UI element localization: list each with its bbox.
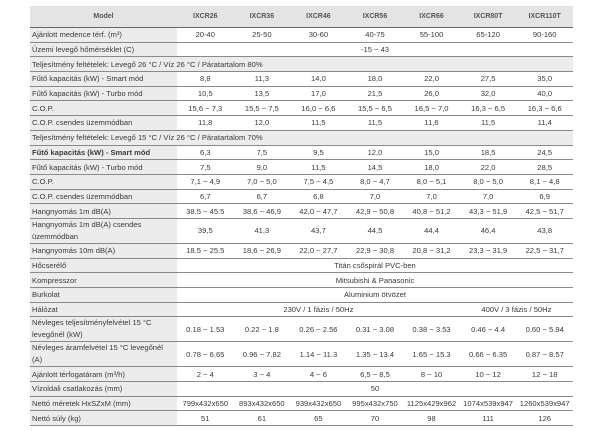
value-cell: 0.78 ~ 6.65 bbox=[177, 342, 234, 367]
merged-value-cell: Aluminium ötvözet bbox=[177, 288, 573, 303]
value-cell: 0.38 ~ 3.53 bbox=[403, 317, 460, 342]
value-cell: 15,6 ~ 7,3 bbox=[177, 101, 234, 116]
value-cell: 22,5 ~ 31,7 bbox=[516, 243, 573, 258]
value-cell: 20,8 ~ 31,2 bbox=[403, 243, 460, 258]
row-label: Ajánlott medence térf. (m³) bbox=[30, 28, 177, 43]
model-column-header: IXCR26 bbox=[177, 6, 234, 28]
table-row bbox=[30, 243, 573, 258]
value-cell: 43,8 bbox=[516, 218, 573, 243]
value-cell: 22,0 bbox=[460, 160, 517, 175]
value-cell: 0.22 ~ 1.8 bbox=[234, 317, 291, 342]
value-cell: 6,7 bbox=[177, 189, 234, 204]
merged-value-cell: -15 ~ 43 bbox=[177, 42, 573, 57]
table-row bbox=[30, 411, 573, 426]
row-label: Kompresszor bbox=[30, 273, 177, 288]
row-label: Hálózat bbox=[30, 302, 177, 317]
value-cell: 41,3 bbox=[234, 218, 291, 243]
row-label: Ajánlott térfogatáram (m³/h) bbox=[30, 367, 177, 382]
value-cell: 22,9 ~ 30,8 bbox=[347, 243, 404, 258]
value-cell: 44,5 bbox=[347, 218, 404, 243]
row-label: Fűtő kapacitás (kW) - Smart mód bbox=[30, 72, 177, 87]
value-cell: 1260x539x947 bbox=[516, 396, 573, 411]
section-row bbox=[30, 57, 573, 72]
value-cell: 799x432x650 bbox=[177, 396, 234, 411]
value-cell: 25-50 bbox=[234, 28, 291, 43]
value-cell: 0.31 ~ 3.08 bbox=[347, 317, 404, 342]
value-cell: 995x432x750 bbox=[347, 396, 404, 411]
section-title: Teljesítmény feltételek: Levegő 26 °C / Víz 26 °C / Páratartalom 80% bbox=[30, 57, 573, 72]
row-label: Hőcserélő bbox=[30, 258, 177, 273]
row-label: Névleges áramfelvétel 15 °C levegőnél (A) bbox=[30, 342, 177, 367]
value-cell: 9,0 bbox=[234, 160, 291, 175]
value-cell: 70 bbox=[347, 411, 404, 426]
row-label: C.O.P. csendes üzemmódban bbox=[30, 116, 177, 131]
value-cell: 7,5 ~ 4,5 bbox=[290, 174, 347, 189]
value-cell: 111 bbox=[460, 411, 517, 426]
section-title: Teljesítmény feltételek: Levegő 15 °C / Víz 26 °C / Páratartalom 70% bbox=[30, 130, 573, 145]
table-row bbox=[30, 367, 573, 382]
row-label: Fűtő kapacitás (kW) - Turbo mód bbox=[30, 160, 177, 175]
value-cell: 7,0 bbox=[347, 189, 404, 204]
model-column-header: IXCR80T bbox=[460, 6, 517, 28]
value-cell: 65 bbox=[290, 411, 347, 426]
row-label: Névleges teljesítményfelvétel 15 °C levegőnél (kW) bbox=[30, 317, 177, 342]
row-label: Burkolat bbox=[30, 288, 177, 303]
value-cell: 0.46 ~ 4.4 bbox=[460, 317, 517, 342]
table-row bbox=[30, 218, 573, 243]
value-cell: 7,1 ~ 4,9 bbox=[177, 174, 234, 189]
value-cell: 23,3 ~ 31,9 bbox=[460, 243, 517, 258]
table-row bbox=[30, 342, 573, 367]
table-row bbox=[30, 72, 573, 87]
value-cell: 7,5 bbox=[234, 145, 291, 160]
spec-table bbox=[30, 6, 573, 426]
row-label: C.O.P. csendes üzemmódban bbox=[30, 189, 177, 204]
value-cell: 14,0 bbox=[290, 72, 347, 87]
value-cell: 24,5 bbox=[516, 145, 573, 160]
merged-value-cell: Mitsubishi & Panasonic bbox=[177, 273, 573, 288]
row-label: C.O.P. bbox=[30, 101, 177, 116]
value-cell: 32,0 bbox=[460, 86, 517, 101]
table-row bbox=[30, 86, 573, 101]
value-cell: 42,0 ~ 47,7 bbox=[290, 204, 347, 219]
value-cell: 51 bbox=[177, 411, 234, 426]
merged-value-cell: Titán csőspirál PVC-ben bbox=[177, 258, 573, 273]
row-label: Hangnyomás 1m dB(A) bbox=[30, 204, 177, 219]
value-cell: 42,9 ~ 50,8 bbox=[347, 204, 404, 219]
value-cell: 4 ~ 6 bbox=[290, 367, 347, 382]
value-cell: 16,3 ~ 6,6 bbox=[516, 101, 573, 116]
value-cell: 20-40 bbox=[177, 28, 234, 43]
value-cell: 6,5 ~ 8,5 bbox=[347, 367, 404, 382]
merged-value-cell: 230V / 1 fázis / 50Hz bbox=[177, 302, 460, 317]
table-row bbox=[30, 174, 573, 189]
value-cell: 1125x429x962 bbox=[403, 396, 460, 411]
value-cell: 126 bbox=[516, 411, 573, 426]
table-row bbox=[30, 42, 573, 57]
row-label: Üzemi levegő hőmérséklet (C) bbox=[30, 42, 177, 57]
value-cell: 11,5 bbox=[290, 160, 347, 175]
model-column-header: IXCR46 bbox=[290, 6, 347, 28]
value-cell: 8,1 ~ 4,8 bbox=[516, 174, 573, 189]
value-cell: 22,0 ~ 27,7 bbox=[290, 243, 347, 258]
table-row bbox=[30, 396, 573, 411]
value-cell: 1.65 ~ 15.3 bbox=[403, 342, 460, 367]
row-label: Nettó méretek HxSZxM (mm) bbox=[30, 396, 177, 411]
value-cell: 38.5 ~ 45.5 bbox=[177, 204, 234, 219]
value-cell: 43,3 ~ 51,9 bbox=[460, 204, 517, 219]
value-cell: 39,5 bbox=[177, 218, 234, 243]
value-cell: 10,5 bbox=[177, 86, 234, 101]
table-row bbox=[30, 28, 573, 43]
value-cell: 15,5 ~ 7,5 bbox=[234, 101, 291, 116]
model-header: Model bbox=[30, 6, 177, 28]
value-cell: 0.66 ~ 6.35 bbox=[460, 342, 517, 367]
table-row bbox=[30, 145, 573, 160]
row-label: C.O.P. bbox=[30, 174, 177, 189]
value-cell: 12,0 bbox=[347, 145, 404, 160]
section-row bbox=[30, 130, 573, 145]
table-row bbox=[30, 273, 573, 288]
value-cell: 7,0 bbox=[403, 189, 460, 204]
value-cell: 30-60 bbox=[290, 28, 347, 43]
table-row bbox=[30, 302, 573, 317]
value-cell: 9,5 bbox=[290, 145, 347, 160]
value-cell: 28,5 bbox=[516, 160, 573, 175]
value-cell: 8,0 ~ 4,7 bbox=[347, 174, 404, 189]
value-cell: 2 ~ 4 bbox=[177, 367, 234, 382]
value-cell: 12 ~ 18 bbox=[516, 367, 573, 382]
value-cell: 6,3 bbox=[177, 145, 234, 160]
merged-value-cell: 400V / 3 fázis / 50Hz bbox=[460, 302, 573, 317]
table-row bbox=[30, 160, 573, 175]
row-label: Vízoldali csatlakozás (mm) bbox=[30, 382, 177, 397]
value-cell: 16,0 ~ 6,6 bbox=[290, 101, 347, 116]
model-column-header: IXCR66 bbox=[403, 6, 460, 28]
table-row bbox=[30, 382, 573, 397]
model-column-header: IXCR110T bbox=[516, 6, 573, 28]
value-cell: 35,0 bbox=[516, 72, 573, 87]
value-cell: 18,6 ~ 26,9 bbox=[234, 243, 291, 258]
table-row bbox=[30, 189, 573, 204]
table-row bbox=[30, 258, 573, 273]
value-cell: 55-100 bbox=[403, 28, 460, 43]
value-cell: 11,5 bbox=[290, 116, 347, 131]
value-cell: 11,3 bbox=[234, 72, 291, 87]
value-cell: 11,4 bbox=[516, 116, 573, 131]
value-cell: 61 bbox=[234, 411, 291, 426]
value-cell: 8,0 ~ 5,0 bbox=[460, 174, 517, 189]
value-cell: 18,5 bbox=[460, 145, 517, 160]
merged-value-cell: 50 bbox=[177, 382, 573, 397]
value-cell: 40,0 bbox=[516, 86, 573, 101]
value-cell: 8,0 ~ 5,1 bbox=[403, 174, 460, 189]
value-cell: 1.35 ~ 13.4 bbox=[347, 342, 404, 367]
value-cell: 42,5 ~ 51,7 bbox=[516, 204, 573, 219]
value-cell: 8 ~ 10 bbox=[403, 367, 460, 382]
value-cell: 3 ~ 4 bbox=[234, 367, 291, 382]
table-row bbox=[30, 288, 573, 303]
value-cell: 17,0 bbox=[290, 86, 347, 101]
table-row bbox=[30, 101, 573, 116]
value-cell: 14,5 bbox=[347, 160, 404, 175]
value-cell: 12,0 bbox=[234, 116, 291, 131]
value-cell: 18.5 ~ 25.5 bbox=[177, 243, 234, 258]
row-label: Fűtő kapacitás (kW) - Turbo mód bbox=[30, 86, 177, 101]
value-cell: 0.96 ~ 7.82 bbox=[234, 342, 291, 367]
value-cell: 11,8 bbox=[177, 116, 234, 131]
value-cell: 15,0 bbox=[403, 145, 460, 160]
table-row bbox=[30, 116, 573, 131]
value-cell: 11,5 bbox=[460, 116, 517, 131]
value-cell: 15,5 ~ 6,5 bbox=[347, 101, 404, 116]
value-cell: 0.87 ~ 8.57 bbox=[516, 342, 573, 367]
value-cell: 0.60 ~ 5.94 bbox=[516, 317, 573, 342]
row-label: Fűtő kapacitás (kW) - Smart mód bbox=[30, 145, 177, 160]
value-cell: 13,5 bbox=[234, 86, 291, 101]
table-row bbox=[30, 317, 573, 342]
value-cell: 27,5 bbox=[460, 72, 517, 87]
row-label: Hangnyomás 10m dB(A) bbox=[30, 243, 177, 258]
value-cell: 939x432x650 bbox=[290, 396, 347, 411]
value-cell: 1074x539x947 bbox=[460, 396, 517, 411]
value-cell: 98 bbox=[403, 411, 460, 426]
value-cell: 16,3 ~ 6,5 bbox=[460, 101, 517, 116]
value-cell: 7,0 ~ 5,0 bbox=[234, 174, 291, 189]
value-cell: 11,5 bbox=[347, 116, 404, 131]
value-cell: 11,6 bbox=[403, 116, 460, 131]
value-cell: 38,6 ~ 46,9 bbox=[234, 204, 291, 219]
value-cell: 7,0 bbox=[460, 189, 517, 204]
value-cell: 7,5 bbox=[177, 160, 234, 175]
value-cell: 46,4 bbox=[460, 218, 517, 243]
value-cell: 21,5 bbox=[347, 86, 404, 101]
value-cell: 0.18 ~ 1.53 bbox=[177, 317, 234, 342]
value-cell: 1.14 ~ 11.3 bbox=[290, 342, 347, 367]
value-cell: 22,0 bbox=[403, 72, 460, 87]
value-cell: 6,9 bbox=[516, 189, 573, 204]
model-column-header: IXCR56 bbox=[347, 6, 404, 28]
table-row bbox=[30, 204, 573, 219]
value-cell: 6,7 bbox=[234, 189, 291, 204]
value-cell: 16,5 ~ 7,0 bbox=[403, 101, 460, 116]
value-cell: 65-120 bbox=[460, 28, 517, 43]
value-cell: 26,0 bbox=[403, 86, 460, 101]
value-cell: 893x432x650 bbox=[234, 396, 291, 411]
value-cell: 18,0 bbox=[403, 160, 460, 175]
value-cell: 40-75 bbox=[347, 28, 404, 43]
value-cell: 90-160 bbox=[516, 28, 573, 43]
value-cell: 8,8 bbox=[177, 72, 234, 87]
header-row bbox=[30, 6, 573, 28]
value-cell: 40,8 ~ 51,2 bbox=[403, 204, 460, 219]
value-cell: 0.26 ~ 2.56 bbox=[290, 317, 347, 342]
value-cell: 6,8 bbox=[290, 189, 347, 204]
value-cell: 43,7 bbox=[290, 218, 347, 243]
row-label: Hangnyomás 1m dB(A) csendes üzemmódban bbox=[30, 218, 177, 243]
row-label: Nettó súly (kg) bbox=[30, 411, 177, 426]
model-column-header: IXCR36 bbox=[234, 6, 291, 28]
value-cell: 18,0 bbox=[347, 72, 404, 87]
value-cell: 44,4 bbox=[403, 218, 460, 243]
value-cell: 10 ~ 12 bbox=[460, 367, 517, 382]
